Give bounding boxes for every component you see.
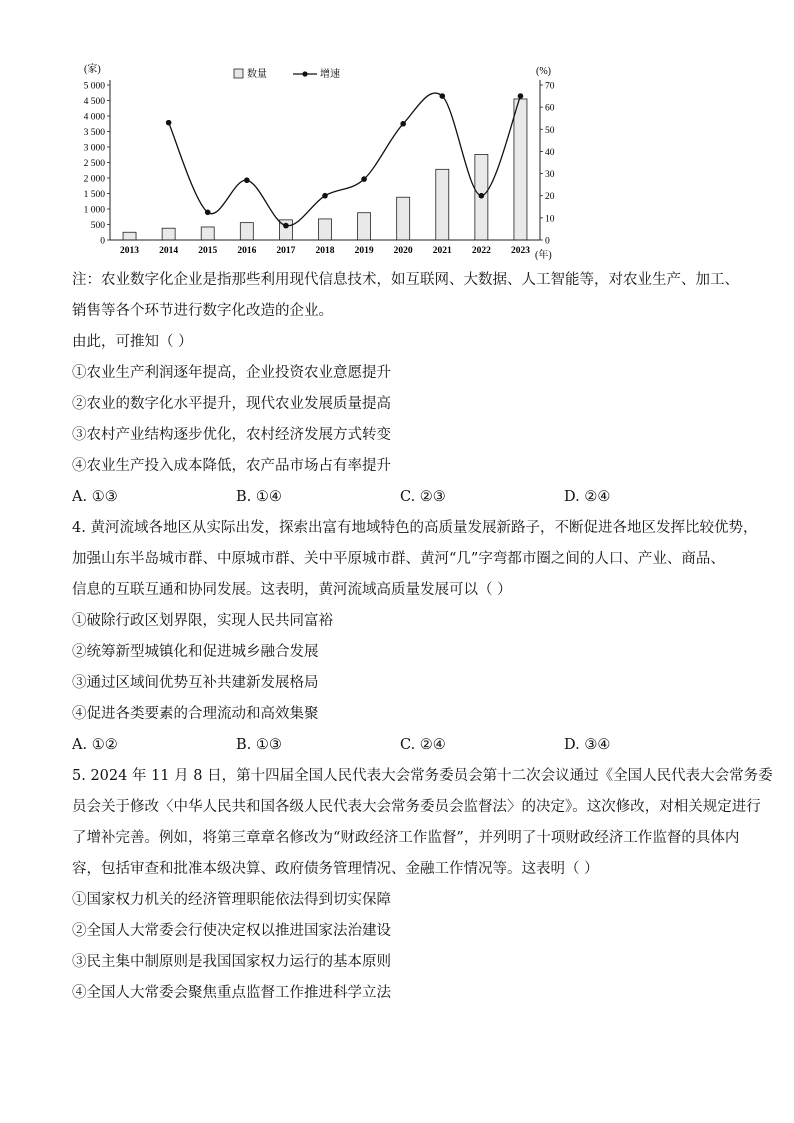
left-tick-label: 1 000 bbox=[83, 205, 105, 216]
left-tick-label: 4 500 bbox=[83, 97, 105, 107]
legend bbox=[234, 67, 340, 80]
q4-statement-3: ③通过区域间优势互补共建新发展格局 bbox=[72, 675, 319, 691]
growth-point bbox=[244, 177, 250, 183]
quantity-bar bbox=[123, 232, 136, 240]
right-axis-unit: (%) bbox=[536, 66, 551, 77]
x-tick-label: 2021 bbox=[432, 246, 452, 256]
x-axis-unit: (年) bbox=[535, 250, 552, 261]
growth-point bbox=[400, 121, 406, 127]
q4-stem-2: 加强山东半岛城市群、中原城市群、关中平原城市群、黄河“几”字弯都市圈之间的人口、产业、商品、 bbox=[72, 551, 725, 567]
left-tick-label: 3 000 bbox=[83, 143, 105, 154]
left-tick-label: 2 000 bbox=[83, 174, 105, 185]
q5-stem-3: 了增补完善。例如，将第三章章名修改为“财政经济工作监督”，并列明了十项财政经济工作监督的具体内 bbox=[72, 830, 740, 846]
q5-stem-4: 容，包括审查和批准本级决算、政府债务管理情况、金融工作情况等。这表明（ ） bbox=[72, 861, 599, 877]
right-tick-label: 60 bbox=[545, 103, 555, 114]
growth-point bbox=[166, 120, 172, 126]
q4-stem-1: 4. 黄河流域各地区从实际出发，探索出富有地域特色的高质量发展新路子，不断促进各地区发挥比较优势， bbox=[72, 520, 758, 536]
quantity-bar bbox=[201, 227, 214, 240]
q4-options bbox=[72, 735, 732, 755]
q5-stem-1: 5. 2024 年 11 月 8 日，第十四届全国人民代表大会常务委员会第十二次会议通过《全国人民代表大会常务委 bbox=[72, 768, 773, 784]
q3-options bbox=[72, 487, 732, 507]
left-tick-label: 2 500 bbox=[83, 159, 105, 169]
quantity-bar bbox=[436, 169, 449, 240]
growth-point bbox=[283, 223, 289, 229]
x-tick-label: 2015 bbox=[198, 246, 218, 256]
x-tick-label: 2022 bbox=[471, 246, 491, 256]
quantity-bar bbox=[397, 197, 410, 240]
x-tick-label: 2016 bbox=[237, 246, 257, 256]
q3-option-a[interactable]: A. ①③ bbox=[72, 489, 118, 505]
quantity-bar bbox=[514, 99, 527, 240]
legend-bar-swatch bbox=[234, 69, 243, 78]
quantity-bar bbox=[240, 223, 253, 240]
q3-option-b[interactable]: B. ①④ bbox=[236, 489, 282, 505]
legend-line-label: 增速 bbox=[320, 69, 340, 80]
legend-bar-label: 数量 bbox=[247, 69, 267, 80]
right-tick-label: 10 bbox=[545, 214, 555, 225]
right-tick-label: 70 bbox=[545, 81, 555, 92]
q4-statement-4: ④促进各类要素的合理流动和高效集聚 bbox=[72, 706, 319, 722]
left-tick-label: 5 000 bbox=[83, 81, 105, 92]
right-tick-label: 40 bbox=[545, 147, 555, 158]
left-tick-label: 3 500 bbox=[83, 128, 105, 138]
left-tick-label: 4 000 bbox=[83, 112, 105, 123]
q3-stem: 由此，可推知（ ） bbox=[72, 334, 193, 350]
growth-point bbox=[518, 93, 524, 99]
x-tick-label: 2018 bbox=[315, 246, 335, 256]
chart-note-cont: 销售等各个环节进行数字化改造的企业。 bbox=[72, 303, 333, 319]
q3-statement-2: ②农业的数字化水平提升，现代农业发展质量提高 bbox=[72, 396, 391, 412]
q5-statement-3: ③民主集中制原则是我国国家权力运行的基本原则 bbox=[72, 954, 391, 970]
left-tick-label: 1 500 bbox=[83, 190, 105, 200]
left-axis-unit: (家) bbox=[84, 64, 101, 75]
growth-line bbox=[169, 93, 521, 226]
legend-line-marker bbox=[302, 71, 307, 76]
x-tick-label: 2023 bbox=[510, 246, 530, 256]
q5-statement-1: ①国家权力机关的经济管理职能依法得到切实保障 bbox=[72, 892, 391, 908]
q4-option-a[interactable]: A. ①② bbox=[72, 737, 118, 753]
x-tick-label: 2020 bbox=[393, 246, 413, 256]
q4-stem-3: 信息的互联互通和协同发展。这表明，黄河流域高质量发展可以（ ） bbox=[72, 582, 512, 598]
growth-point bbox=[205, 210, 211, 216]
q5-statement-4: ④全国人大常委会聚焦重点监督工作推进科学立法 bbox=[72, 985, 391, 1001]
q4-option-c[interactable]: C. ②④ bbox=[400, 737, 446, 753]
x-tick-label: 2017 bbox=[276, 246, 296, 256]
q4-statement-1: ①破除行政区划界限，实现人民共同富裕 bbox=[72, 613, 333, 629]
x-tick-label: 2014 bbox=[159, 246, 179, 256]
chart-note: 注：农业数字化企业是指那些利用现代信息技术，如互联网、大数据、人工智能等，对农业生产、加工、 bbox=[72, 272, 739, 288]
q4-statement-2: ②统筹新型城镇化和促进城乡融合发展 bbox=[72, 644, 319, 660]
growth-point bbox=[439, 93, 445, 99]
right-tick-label: 20 bbox=[545, 192, 555, 203]
x-tick-label: 2019 bbox=[354, 246, 374, 256]
right-tick-label: 30 bbox=[545, 170, 555, 181]
q5-stem-2: 员会关于修改〈中华人民共和国各级人民代表大会常务委员会监督法〉的决定》。这次修改，对相关规定进行 bbox=[72, 799, 761, 815]
right-tick-label: 50 bbox=[545, 125, 555, 136]
q4-option-b[interactable]: B. ①③ bbox=[236, 737, 282, 753]
growth-point bbox=[322, 193, 328, 199]
quantity-bar bbox=[319, 219, 332, 240]
q4-option-d[interactable]: D. ③④ bbox=[564, 737, 611, 753]
q3-statement-4: ④农业生产投入成本降低，农产品市场占有率提升 bbox=[72, 458, 391, 474]
growth-point bbox=[361, 176, 367, 182]
left-tick-label: 0 bbox=[100, 236, 105, 247]
left-tick-label: 500 bbox=[90, 221, 105, 231]
q3-option-d[interactable]: D. ②④ bbox=[564, 489, 611, 505]
x-tick-label: 2013 bbox=[120, 246, 140, 256]
enterprise-chart bbox=[70, 60, 570, 270]
q3-statement-1: ①农业生产利润逐年提高，企业投资农业意愿提升 bbox=[72, 365, 391, 381]
quantity-bar bbox=[162, 228, 175, 240]
q3-option-c[interactable]: C. ②③ bbox=[400, 489, 446, 505]
right-tick-label: 0 bbox=[545, 236, 550, 247]
q5-statement-2: ②全国人大常委会行使决定权以推进国家法治建设 bbox=[72, 923, 391, 939]
question-text bbox=[72, 270, 773, 1014]
growth-point bbox=[479, 193, 485, 199]
quantity-bar bbox=[358, 213, 371, 240]
q3-statement-3: ③农村产业结构逐步优化，农村经济发展方式转变 bbox=[72, 427, 391, 443]
